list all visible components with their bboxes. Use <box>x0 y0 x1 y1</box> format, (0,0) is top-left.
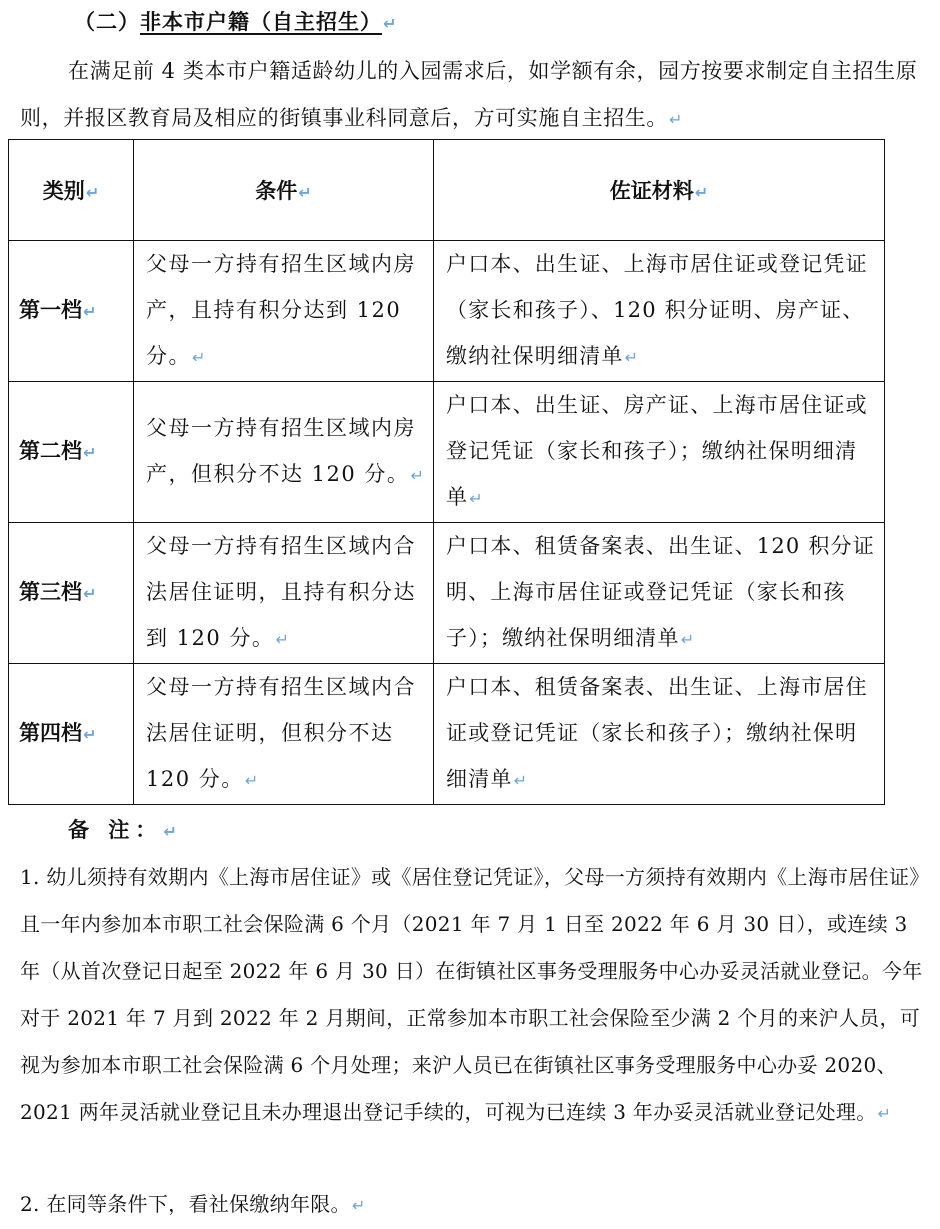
column-header-category: 类别↵ <box>9 140 134 241</box>
section-title: 非本市户籍（自主招生） <box>140 10 382 34</box>
paragraph-mark-icon: ↵ <box>192 348 207 367</box>
paragraph-mark-icon: ↵ <box>83 725 97 744</box>
paragraph-mark-icon: ↵ <box>669 110 684 129</box>
section-heading <box>74 6 397 36</box>
table-row <box>9 523 885 664</box>
paragraph-mark-icon: ↵ <box>513 771 529 790</box>
paragraph-mark-icon: ↵ <box>163 822 183 841</box>
table-row <box>9 664 885 805</box>
paragraph-mark-icon: ↵ <box>624 348 640 367</box>
paragraph-mark-icon: ↵ <box>83 302 97 321</box>
tier-materials: 户口本、租赁备案表、出生证、上海市居住证或登记凭证（家长和孩子）；缴纳社保明细清单↵ <box>434 664 885 805</box>
paragraph-mark-icon: ↵ <box>351 1196 366 1215</box>
table-header-row <box>9 140 885 241</box>
tier-category: 第三档↵ <box>9 523 134 664</box>
paragraph-mark-icon: ↵ <box>83 443 97 462</box>
tier-condition: 父母一方持有招生区域内房产，且持有积分达到 120 分。↵ <box>134 241 434 382</box>
paragraph-mark-icon: ↵ <box>298 183 312 202</box>
tier-materials: 户口本、租赁备案表、出生证、120 积分证明、上海市居住证或登记凭证（家长和孩子）；缴纳社保明细清单↵ <box>434 523 885 664</box>
tier-category: 第二档↵ <box>9 382 134 523</box>
note-item: 2. 在同等条件下，看社保缴纳年限。↵ <box>20 1192 366 1216</box>
admission-tier-table <box>8 139 885 805</box>
column-header-condition: 条件↵ <box>134 140 434 241</box>
paragraph-mark-icon: ↵ <box>410 466 426 485</box>
intro-text: 在满足前 4 类本市户籍适龄幼儿的入园需求后，如学额有余，园方按要求制定自主招生原则，并报区教育局及相应的街镇事业科同意后，方可实施自主招生。 <box>20 59 918 130</box>
paragraph-mark-icon: ↵ <box>244 771 260 790</box>
tier-condition: 父母一方持有招生区域内合法居住证明，且持有积分达到 120 分。↵ <box>134 523 434 664</box>
note-item: 1. 幼儿须持有效期内《上海市居住证》或《居住登记凭证》，父母一方须持有效期内《上海市居住证》且一年内参加本市职工社会保险满 6 个月（2021 年 7 月 1 日至 2022 年 6 月 30 日），或连续 3 年（从首次登记日起至 2022 年 6 月 30 日）在街镇社区事务受理服务中心办妥灵活就业登记。今年对于 2021 年 7 月到 2022 年 2 月期间，正常参加本市职工社会保险至少满 2 个月的来沪人员，可视为参加本市职工社会保险满 6 个月处理；来沪人员已在街镇社区事务受理服务中心办妥 2020、2021 两年灵活就业登记且未办理退出登记手续的，可视为已连续 3 年办妥灵活就业登记处理。↵ <box>20 865 930 1124</box>
paragraph-mark-icon: ↵ <box>694 183 709 202</box>
notes-title: 备 注：↵ <box>68 818 183 842</box>
tier-materials: 户口本、出生证、上海市居住证或登记凭证（家长和孩子）、120 积分证明、房产证、缴纳社保明细清单↵ <box>434 241 885 382</box>
paragraph-mark-icon: ↵ <box>680 630 696 649</box>
paragraph-mark-icon: ↵ <box>877 1104 892 1123</box>
paragraph-mark-icon: ↵ <box>383 14 398 33</box>
paragraph-mark-icon: ↵ <box>275 630 291 649</box>
column-header-materials: 佐证材料↵ <box>434 140 885 241</box>
section-number: （二） <box>74 10 140 34</box>
intro-paragraph <box>20 48 932 143</box>
table-row <box>9 382 885 523</box>
table-row <box>9 241 885 382</box>
tier-condition: 父母一方持有招生区域内合法居住证明，但积分不达 120 分。↵ <box>134 664 434 805</box>
tier-condition: 父母一方持有招生区域内房产，但积分不达 120 分。↵ <box>134 382 434 523</box>
tier-materials: 户口本、出生证、房产证、上海市居住证或登记凭证（家长和孩子）；缴纳社保明细清单↵ <box>434 382 885 523</box>
paragraph-mark-icon: ↵ <box>85 183 100 202</box>
paragraph-mark-icon: ↵ <box>469 489 484 508</box>
tier-category: 第四档↵ <box>9 664 134 805</box>
tier-category: 第一档↵ <box>9 241 134 382</box>
paragraph-mark-icon: ↵ <box>83 584 97 603</box>
